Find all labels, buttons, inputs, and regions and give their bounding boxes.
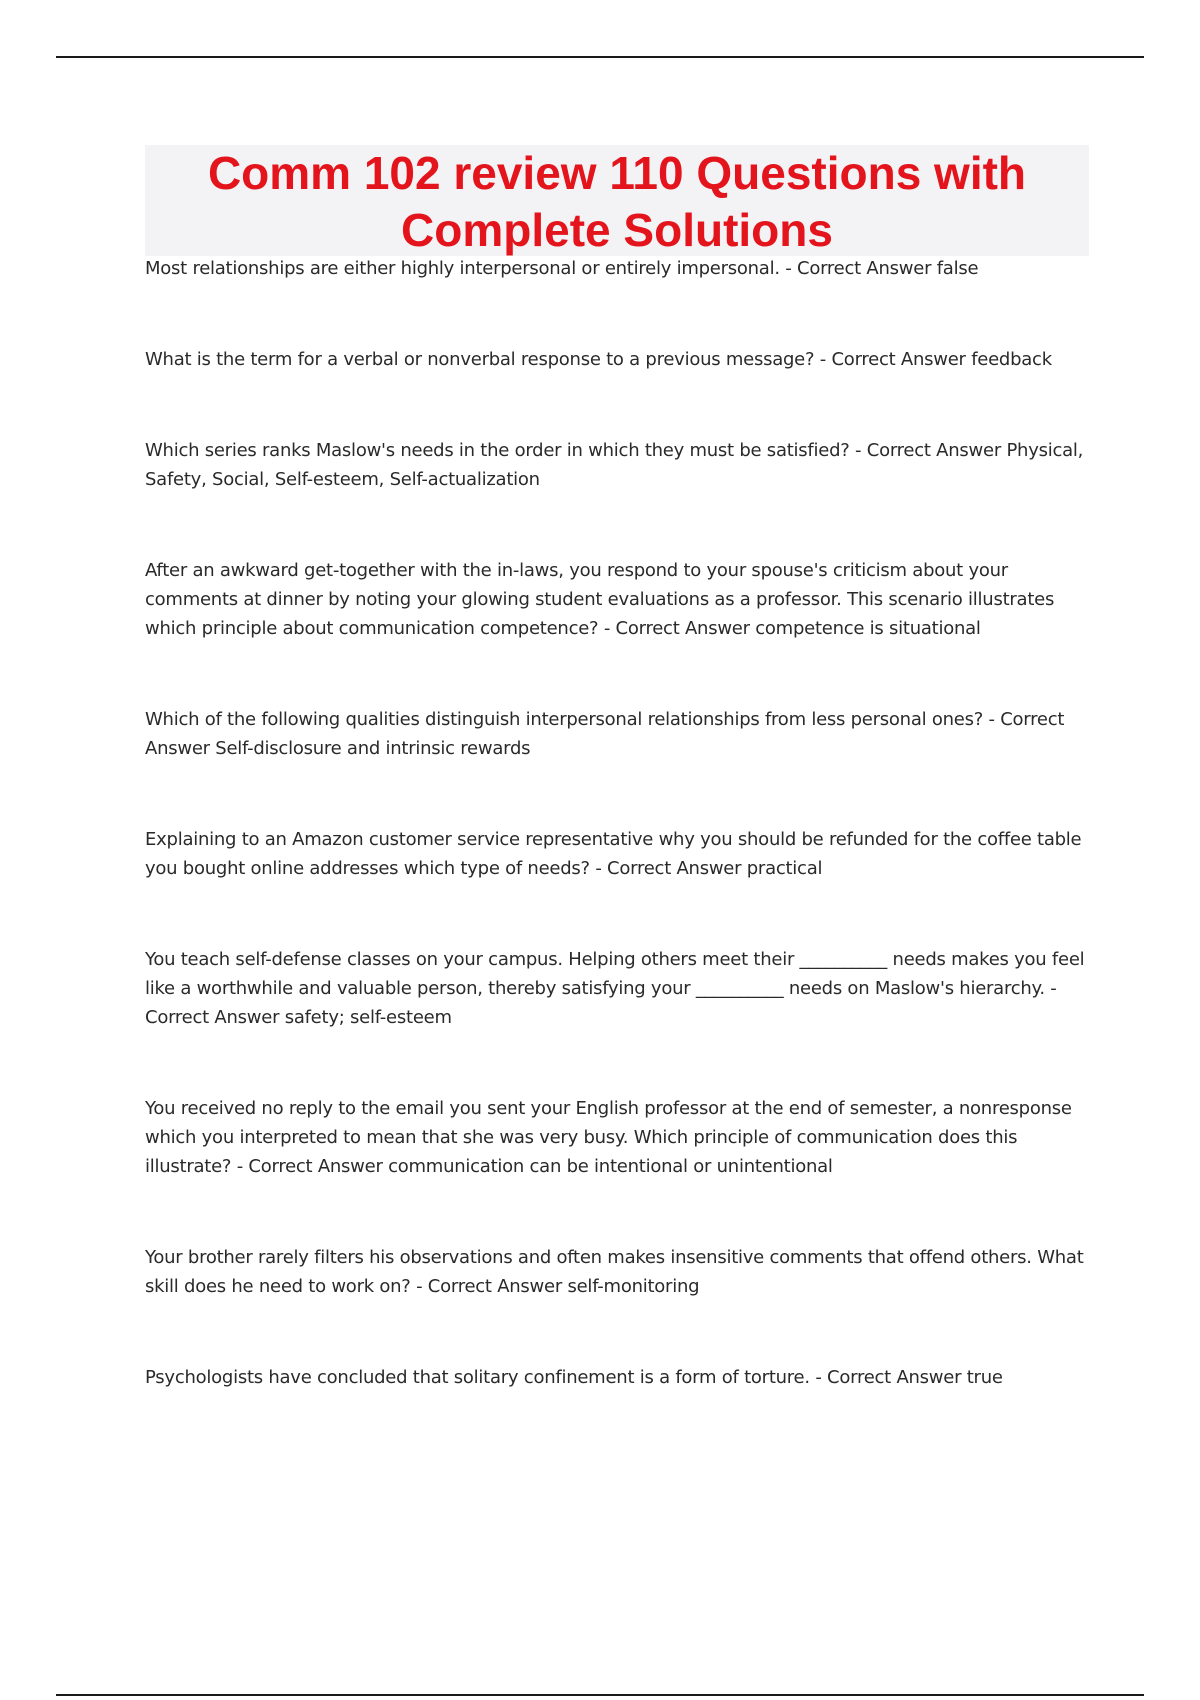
document-title: Comm 102 review 110 Questions with Complete Solutions — [207, 147, 1027, 256]
question-text: Most relationships are either highly interpersonal or entirely impersonal. — [145, 258, 780, 279]
answer-text: self-monitoring — [567, 1276, 700, 1297]
qa-item — [145, 1243, 1095, 1301]
answer-text: true — [966, 1367, 1003, 1388]
qa-list — [145, 254, 1095, 1454]
answer-text: feedback — [971, 349, 1052, 370]
qa-item — [145, 436, 1095, 494]
qa-item — [145, 945, 1095, 1032]
answer-separator: - Correct Answer — [779, 258, 937, 279]
answer-text: Physical, Safety, Social, Self-esteem, Self-actualization — [145, 440, 1084, 490]
qa-item — [145, 254, 1095, 283]
answer-text: safety; self-esteem — [284, 1007, 452, 1028]
answer-separator: - Correct Answer — [410, 1276, 568, 1297]
qa-item — [145, 1363, 1095, 1392]
question-text: Which series ranks Maslow's needs in the order in which they must be satisfied? — [145, 440, 850, 461]
answer-text: communication can be intentional or unintentional — [388, 1156, 833, 1177]
qa-item — [145, 825, 1095, 883]
qa-item — [145, 345, 1095, 374]
answer-text: practical — [746, 858, 823, 879]
question-text: After an awkward get-together with the in-laws, you respond to your spouse's criticism about your comments at dinner by noting your glowing student evaluations as a professor. This scenario illustrates which principle about communication competence? — [145, 560, 1055, 639]
answer-separator: - Correct Answer — [809, 1367, 967, 1388]
answer-separator: - Correct Answer — [849, 440, 1007, 461]
question-text: You teach self-defense classes on your campus. Helping others meet their __________ needs makes you feel like a worthwhile and valuable person, thereby satisfying your __________ needs on Maslow's hierarchy. — [145, 949, 1085, 999]
answer-separator: - Correct Answer — [598, 618, 756, 639]
qa-item — [145, 556, 1095, 643]
answer-text: Self-disclosure and intrinsic rewards — [215, 738, 531, 759]
question-text: Your brother rarely filters his observations and often makes insensitive comments that offend others. What skill does he need to work on? — [145, 1247, 1084, 1297]
answer-separator: - Correct Answer — [589, 858, 747, 879]
question-text: You received no reply to the email you sent your English professor at the end of semester, a nonresponse which you interpreted to mean that she was very busy. Which principle of communication does this illustrate? — [145, 1098, 1072, 1177]
question-text: What is the term for a verbal or nonverbal response to a previous message? — [145, 349, 815, 370]
answer-separator: - Correct Answer — [145, 978, 1057, 1028]
bottom-rule — [56, 1694, 1144, 1696]
answer-separator: - Correct Answer — [145, 709, 1065, 759]
answer-separator: - Correct Answer — [814, 349, 972, 370]
answer-text: competence is situational — [755, 618, 981, 639]
answer-separator: - Correct Answer — [231, 1156, 389, 1177]
qa-item — [145, 705, 1095, 763]
question-text: Which of the following qualities distinguish interpersonal relationships from less personal ones? — [145, 709, 984, 730]
qa-item — [145, 1094, 1095, 1181]
top-rule — [56, 56, 1144, 58]
question-text: Explaining to an Amazon customer service representative why you should be refunded for the coffee table you bought online addresses which type of needs? — [145, 829, 1082, 879]
question-text: Psychologists have concluded that solitary confinement is a form of torture. — [145, 1367, 810, 1388]
answer-text: false — [936, 258, 979, 279]
